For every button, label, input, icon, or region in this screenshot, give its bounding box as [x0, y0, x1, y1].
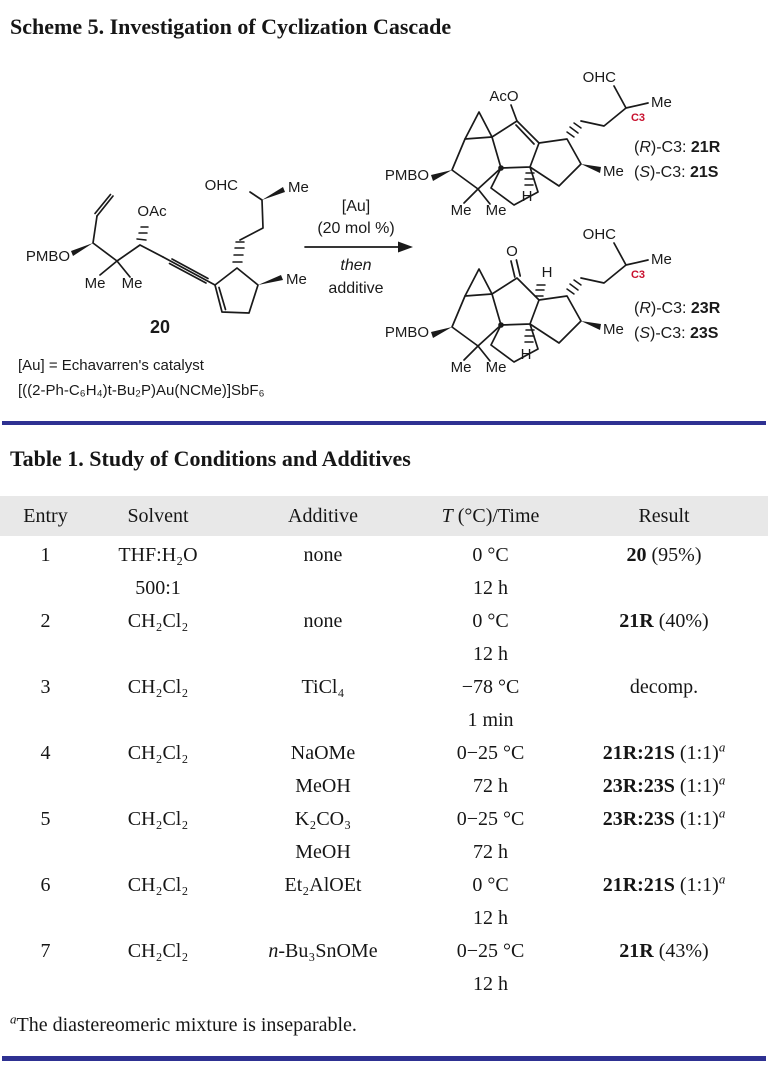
cell-additive	[233, 610, 413, 633]
assignment-21r-mid: )-C3:	[650, 139, 691, 156]
cell-result	[568, 610, 760, 633]
table-header-row	[0, 496, 768, 536]
additive-text: NaOMe	[290, 742, 356, 764]
label-h-top-23: H	[541, 264, 553, 281]
assignment-23r-pre: (	[634, 300, 640, 317]
wedge-bond-pmbo-23	[431, 327, 452, 338]
label-gem-me1-20: Me	[84, 275, 106, 292]
result-footnote-mark: a	[718, 871, 726, 887]
cell-solvent: CH₂Cl₂	[127, 874, 189, 896]
additive-text: K₂CO₃	[294, 808, 352, 830]
assignment-21r-compound: 21R	[690, 139, 721, 156]
cell-temp-time: 12 h	[473, 973, 508, 995]
result-bold: 20	[626, 544, 647, 566]
cell-additive	[233, 874, 413, 897]
scheme-title: Scheme 5. Investigation of Cyclization Cascade	[10, 14, 452, 39]
additive-italic: n	[268, 940, 279, 962]
table-row	[8, 968, 760, 1001]
assignment-23r-stereo: R	[639, 300, 651, 317]
label-c3-23: C3	[630, 269, 646, 281]
cell-additive	[233, 742, 413, 765]
table-row	[8, 737, 760, 770]
structure-20	[26, 177, 309, 337]
label-pmbo-23: PMBO	[384, 324, 429, 341]
label-gem-me2-21: Me	[485, 202, 507, 219]
table-row	[8, 572, 760, 605]
cell-entry: 1	[40, 544, 51, 566]
cell-entry: 7	[40, 940, 51, 962]
result-text: decomp.	[629, 676, 699, 698]
additive-text: -Bu₃SnOMe	[278, 940, 378, 962]
footnote-text: The diastereomeric mixture is inseparable.	[16, 1014, 357, 1036]
header-entry: Entry	[23, 504, 68, 527]
additive-text: TiCl₄	[301, 676, 345, 698]
label-h-21: H	[521, 188, 533, 205]
hash-bond-chain-21	[567, 123, 581, 137]
header-solvent: Solvent	[127, 504, 189, 527]
structure-23	[385, 226, 721, 376]
additive-text: Et₂AlOEt	[284, 874, 362, 896]
cell-solvent: CH₂Cl₂	[127, 610, 189, 632]
assignment-23s-compound: 23S	[690, 325, 719, 342]
cell-temp-time: 0 °C	[472, 544, 509, 566]
result-text: (1:1)	[674, 742, 719, 764]
label-ohc-21: OHC	[582, 69, 616, 86]
cell-additive	[233, 808, 413, 831]
label-chain-me-23: Me	[651, 251, 672, 268]
cell-additive	[233, 940, 413, 963]
label-ohc-20: OHC	[204, 177, 238, 194]
cell-result	[568, 544, 760, 567]
cell-entry: 2	[40, 610, 51, 632]
label-ohc-23: OHC	[582, 226, 616, 243]
assignment-21s-pre: (	[634, 164, 640, 181]
label-pmbo-20: PMBO	[25, 248, 70, 265]
label-ring-me-20: Me	[286, 271, 307, 288]
wedge-bond-ringme-21	[581, 164, 601, 173]
cell-result	[568, 805, 760, 831]
result-footnote-mark: a	[718, 805, 726, 821]
result-text: (43%)	[653, 940, 709, 962]
hash-bond-chain-20	[233, 242, 244, 262]
header-temp-italic: T	[441, 504, 453, 527]
assignment-21r-pre: (	[634, 139, 640, 156]
cell-temp-time: 12 h	[473, 907, 508, 929]
result-text: (1:1)	[674, 775, 719, 797]
table-row	[8, 671, 760, 704]
label-gem-me1-21: Me	[450, 202, 472, 219]
footnote-mark: a	[10, 1011, 17, 1027]
result-footnote-mark: a	[718, 772, 726, 788]
table-row	[8, 770, 760, 803]
label-gem-me2-20: Me	[121, 275, 143, 292]
hash-bond-chain-23	[567, 280, 581, 294]
table-body	[8, 539, 760, 1001]
table-title: Table 1. Study of Conditions and Additives	[10, 446, 411, 471]
assignment-21s	[634, 164, 719, 181]
arrow-additive-label: additive	[328, 280, 384, 297]
cell-result	[568, 772, 760, 798]
cell-solvent: 500:1	[135, 577, 181, 599]
cell-temp-time: 72 h	[473, 841, 508, 863]
section-divider	[2, 421, 766, 425]
assignment-21s-stereo: S	[639, 164, 650, 181]
cell-solvent: THF:H₂O	[118, 544, 198, 566]
hash-bond-htop-23	[535, 285, 545, 296]
label-h-23: H	[520, 346, 532, 363]
assignment-21s-compound: 21S	[690, 164, 719, 181]
cell-result	[568, 871, 760, 897]
cell-solvent: CH₂Cl₂	[127, 742, 189, 764]
result-text: (1:1)	[674, 874, 719, 896]
header-additive: Additive	[288, 504, 358, 527]
cell-additive	[233, 775, 413, 798]
header-result: Result	[638, 504, 690, 527]
cell-temp-time: 0−25 °C	[456, 808, 525, 830]
assignment-23s	[634, 325, 719, 342]
assignment-21r	[634, 139, 721, 156]
label-c3-21: C3	[630, 112, 646, 124]
label-oac-20: OAc	[137, 203, 167, 220]
cell-solvent: CH₂Cl₂	[127, 808, 189, 830]
bottom-divider	[2, 1056, 766, 1061]
result-bold: 21R	[619, 940, 654, 962]
header-temp-time	[413, 505, 568, 528]
wedge-bond-pmbo-20	[71, 243, 93, 256]
cell-temp-time: 0 °C	[472, 610, 509, 632]
arrow-then-label: then	[340, 257, 372, 274]
cell-result	[568, 940, 760, 963]
cell-temp-time: 12 h	[473, 577, 508, 599]
cell-entry: 4	[40, 742, 51, 764]
table-row	[8, 605, 760, 638]
catalyst-note-line2: [((2-Ph-C₆H₄)t-Bu₂P)Au(NCMe)]SbF₆	[18, 382, 265, 399]
wedge-bond-me-20	[262, 187, 285, 200]
label-ring-me-21: Me	[603, 163, 624, 180]
result-text: (95%)	[646, 544, 702, 566]
stereocenter-dot-21	[498, 165, 504, 171]
table-footnote	[10, 1011, 357, 1037]
header-temp-rest: (°C)/Time	[452, 504, 540, 527]
table-row	[8, 638, 760, 671]
assignment-23r	[634, 300, 721, 317]
arrow-loading-label: (20 mol %)	[317, 220, 395, 237]
reaction-arrow	[305, 242, 413, 253]
cell-temp-time: 0−25 °C	[456, 742, 525, 764]
assignment-23s-pre: (	[634, 325, 640, 342]
label-ring-me-23: Me	[603, 321, 624, 338]
label-pmbo-21: PMBO	[384, 167, 429, 184]
cell-temp-time: 1 min	[467, 709, 514, 731]
cell-temp-time: −78 °C	[461, 676, 520, 698]
result-bold: 23R:23S	[602, 808, 675, 830]
cell-solvent: CH₂Cl₂	[127, 940, 189, 962]
assignment-23s-stereo: S	[639, 325, 650, 342]
label-ketone-o-23: O	[506, 243, 518, 260]
label-chain-me-21: Me	[651, 94, 672, 111]
cell-entry: 5	[40, 808, 51, 830]
assignment-23r-compound: 23R	[690, 300, 721, 317]
result-bold: 21R	[619, 610, 654, 632]
additive-text: MeOH	[295, 841, 351, 863]
cell-result	[568, 739, 760, 765]
cell-temp-time: 72 h	[473, 775, 508, 797]
table-row	[8, 539, 760, 572]
label-gem-me1-23: Me	[450, 359, 472, 376]
result-text: (40%)	[653, 610, 709, 632]
table-row	[8, 836, 760, 869]
additive-text: none	[303, 610, 343, 632]
hash-bond-oac-20	[137, 227, 148, 240]
cell-result	[568, 676, 760, 699]
assignment-21s-mid: )-C3:	[650, 164, 690, 181]
stereocenter-dot-23	[498, 322, 504, 328]
cell-entry: 3	[40, 676, 51, 698]
additive-text: MeOH	[295, 775, 351, 797]
table-row	[8, 803, 760, 836]
result-bold: 21R:21S	[602, 742, 675, 764]
cell-solvent: CH₂Cl₂	[127, 676, 189, 698]
wedge-bond-ringme-23	[581, 321, 601, 330]
assignment-23s-mid: )-C3:	[650, 325, 690, 342]
cell-additive	[233, 676, 413, 699]
arrow-catalyst-label: [Au]	[341, 198, 371, 215]
table-row	[8, 869, 760, 902]
result-bold: 23R:23S	[602, 775, 675, 797]
cell-temp-time: 0−25 °C	[456, 940, 525, 962]
cell-temp-time: 0 °C	[472, 874, 509, 896]
label-chain-me-20: Me	[288, 179, 309, 196]
assignment-23r-mid: )-C3:	[650, 300, 691, 317]
table-row	[8, 935, 760, 968]
table-row	[8, 704, 760, 737]
catalyst-note-line1: [Au] = Echavarren's catalyst	[18, 357, 204, 374]
cell-temp-time: 12 h	[473, 643, 508, 665]
cell-additive	[233, 841, 413, 864]
additive-text: none	[303, 544, 343, 566]
cell-additive	[233, 544, 413, 567]
wedge-bond-pmbo-21	[431, 170, 452, 181]
result-text: (1:1)	[674, 808, 719, 830]
table-row	[8, 902, 760, 935]
wedge-bond-ringme-20	[258, 275, 283, 285]
arrowhead-icon	[398, 242, 413, 253]
label-compound-number-20: 20	[149, 317, 171, 337]
result-footnote-mark: a	[718, 739, 726, 755]
cell-entry: 6	[40, 874, 51, 896]
structure-21	[385, 69, 721, 219]
result-bold: 21R:21S	[602, 874, 675, 896]
label-gem-me2-23: Me	[485, 359, 507, 376]
label-aco-21: AcO	[489, 88, 519, 105]
assignment-21r-stereo: R	[639, 139, 651, 156]
